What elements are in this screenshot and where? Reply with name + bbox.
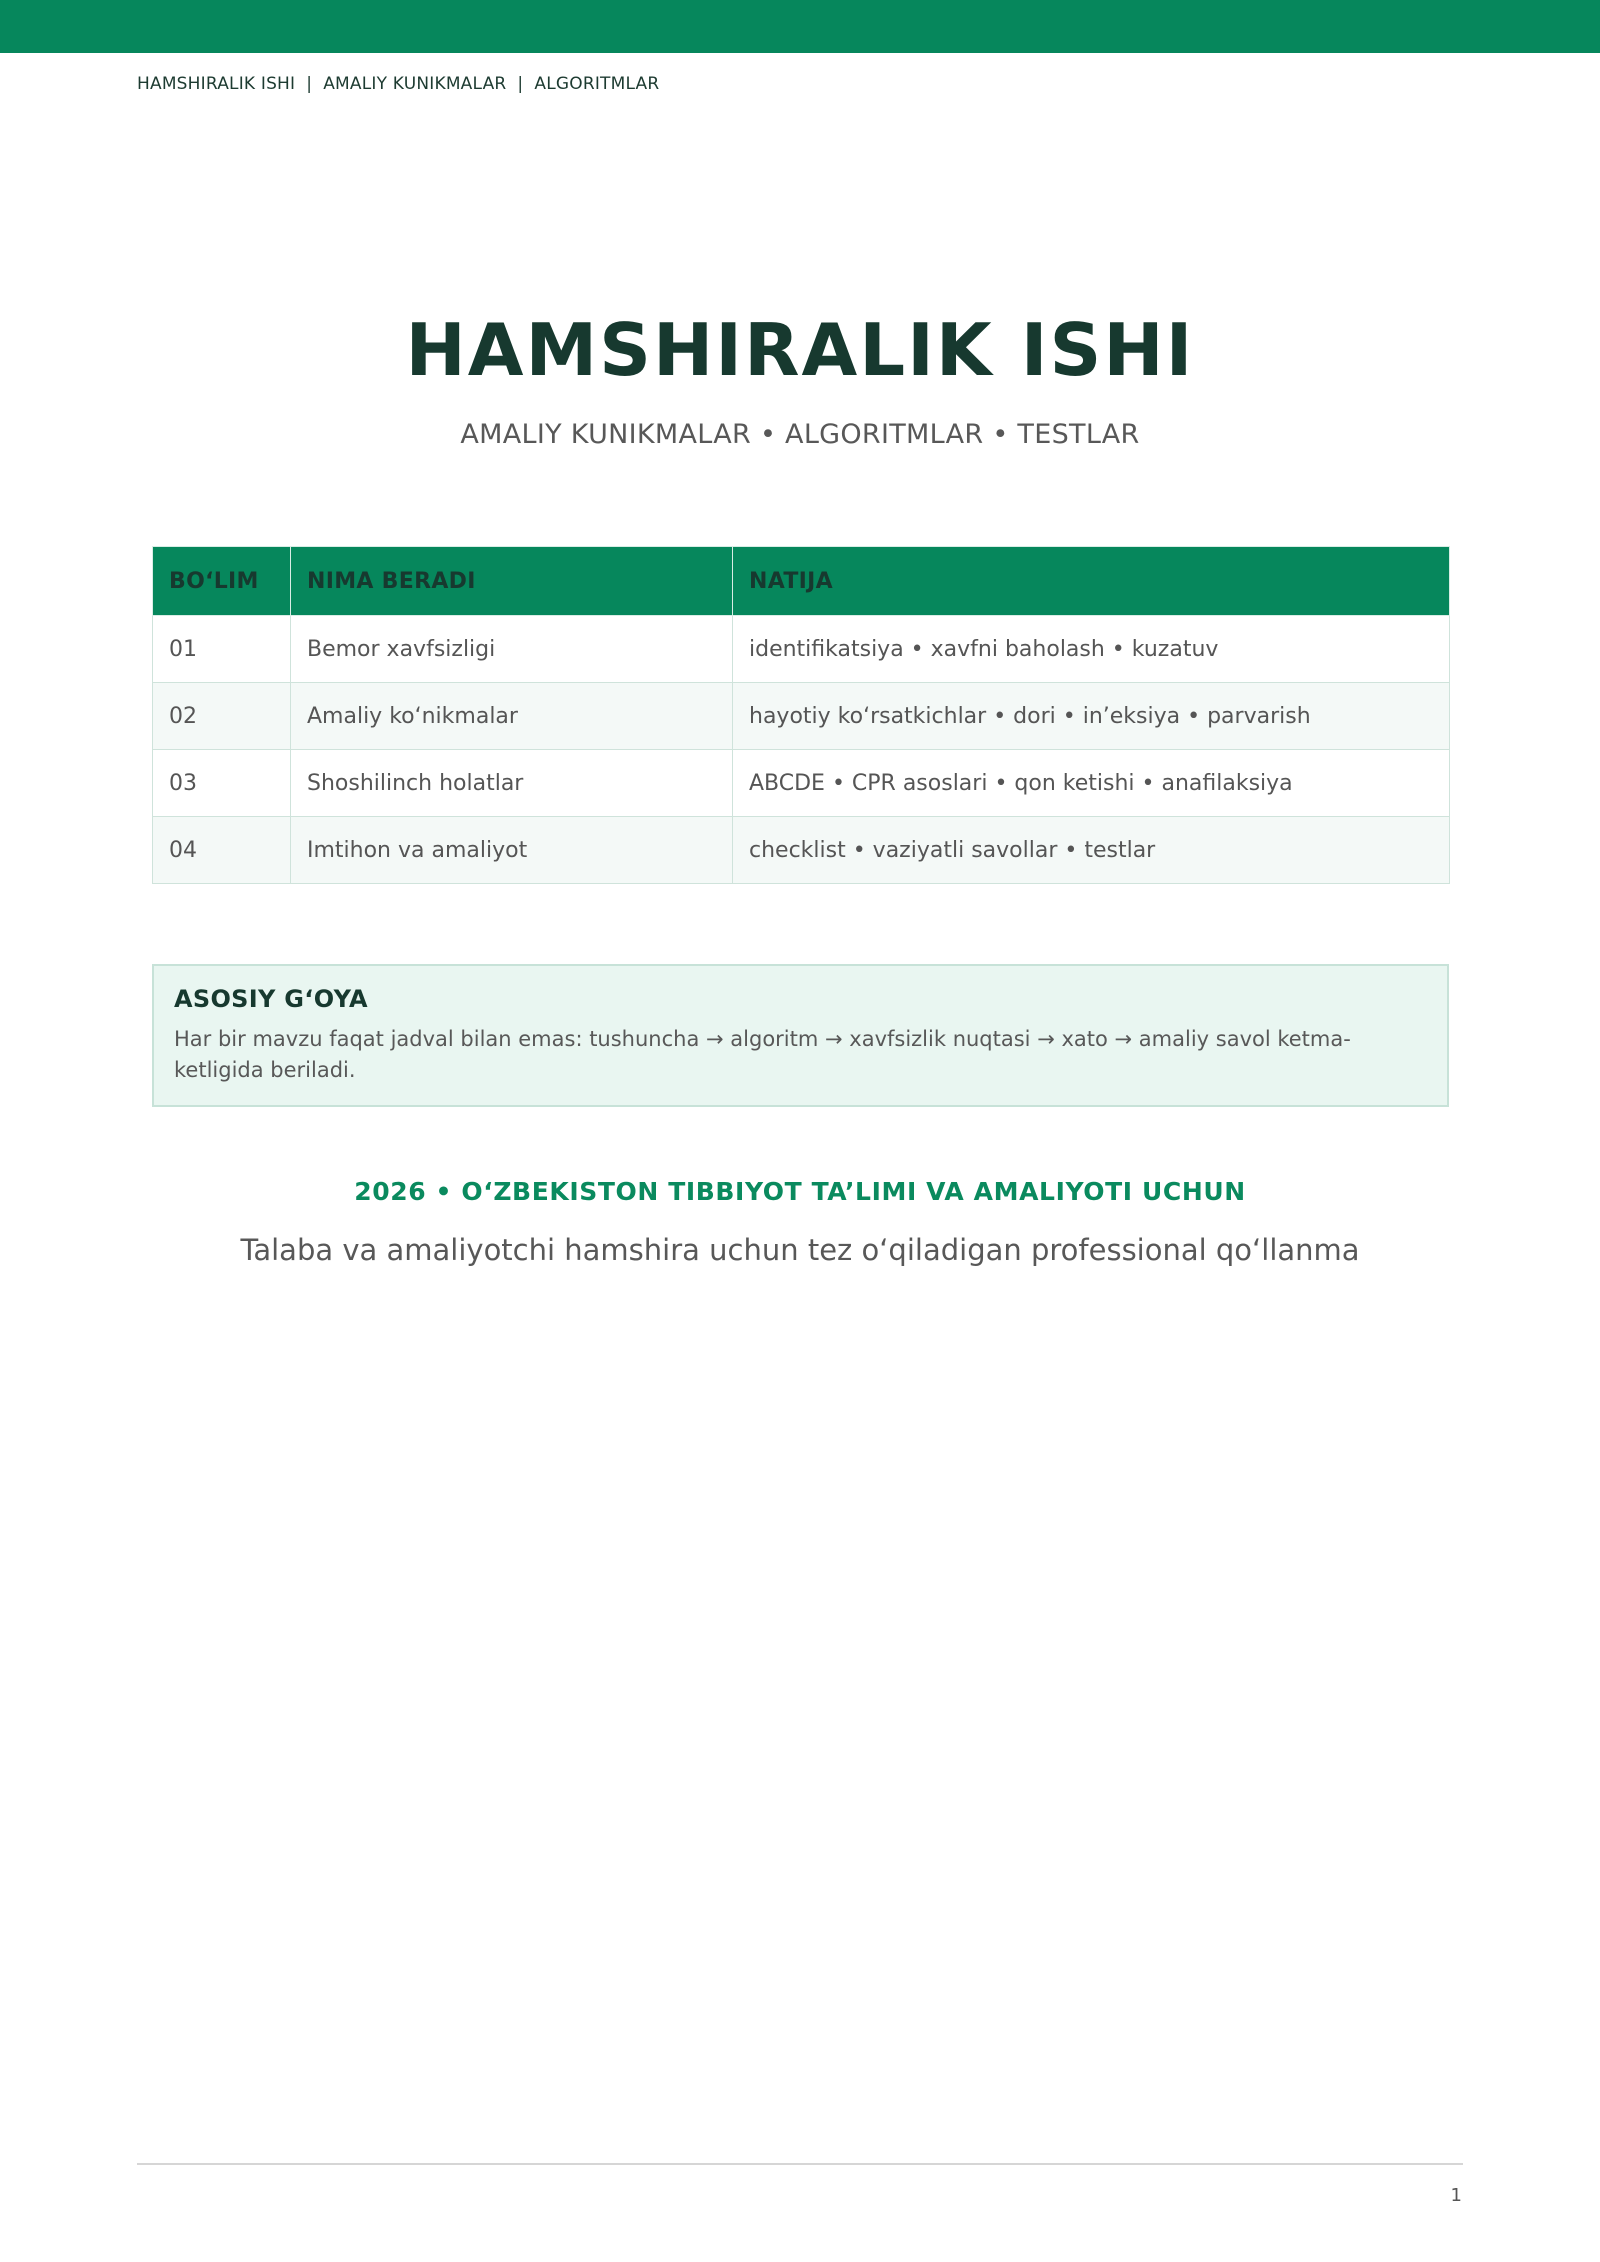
header-part-2: AMALIY KUNIKMALAR: [323, 74, 507, 94]
section-result: checklist • vaziyatli savollar • testlar: [733, 817, 1450, 884]
section-name: Amaliy ko‘nikmalar: [291, 683, 733, 750]
table-row: [153, 616, 1450, 683]
header-part-3: ALGORITMLAR: [534, 74, 660, 94]
document-title: HAMSHIRALIK ISHI: [405, 308, 1195, 392]
column-header-result: NATIJA: [733, 547, 1450, 616]
header-separator: |: [306, 74, 313, 94]
column-header-what-it-gives: NIMA BERADI: [291, 547, 733, 616]
table-row: [153, 683, 1450, 750]
top-color-bar: [0, 0, 1600, 53]
sections-table: [152, 546, 1450, 884]
key-idea-title: ASOSIY G‘OYA: [174, 985, 368, 1013]
section-result: ABCDE • CPR asoslari • qon ketishi • anafilaksiya: [733, 750, 1450, 817]
section-name: Shoshilinch holatlar: [291, 750, 733, 817]
section-number: 03: [153, 750, 291, 817]
header-part-1: HAMSHIRALIK ISHI: [137, 74, 296, 94]
section-result: identifikatsiya • xavfni baholash • kuzatuv: [733, 616, 1450, 683]
section-number: 02: [153, 683, 291, 750]
key-idea-text: Har bir mavzu faqat jadval bilan emas: tushuncha → algoritm → xavfsizlik nuqtasi → xato → amaliy savol ketma-ketligida beriladi.: [174, 1027, 1351, 1082]
key-idea-box: [152, 964, 1449, 1107]
section-number: 04: [153, 817, 291, 884]
column-header-section: BO‘LIM: [153, 547, 291, 616]
section-name: Bemor xavfsizligi: [291, 616, 733, 683]
document-subtitle: AMALIY KUNIKMALAR • ALGORITMLAR • TESTLAR: [460, 419, 1140, 450]
table-row: [153, 817, 1450, 884]
page-number: 1: [1450, 2185, 1462, 2206]
section-number: 01: [153, 616, 291, 683]
footer-divider: [137, 2163, 1463, 2165]
section-name: Imtihon va amaliyot: [291, 817, 733, 884]
running-header: [137, 74, 659, 96]
tagline: Talaba va amaliyotchi hamshira uchun tez o‘qiladigan professional qo‘llanma: [240, 1233, 1360, 1267]
edition-line: 2026 • O‘ZBEKISTON TIBBIYOT TA’LIMI VA AMALIYOTI UCHUN: [354, 1177, 1246, 1206]
table-header-row: [153, 547, 1450, 616]
table-row: [153, 750, 1450, 817]
header-separator: |: [517, 74, 524, 94]
section-result: hayotiy ko‘rsatkichlar • dori • in’eksiya • parvarish: [733, 683, 1450, 750]
